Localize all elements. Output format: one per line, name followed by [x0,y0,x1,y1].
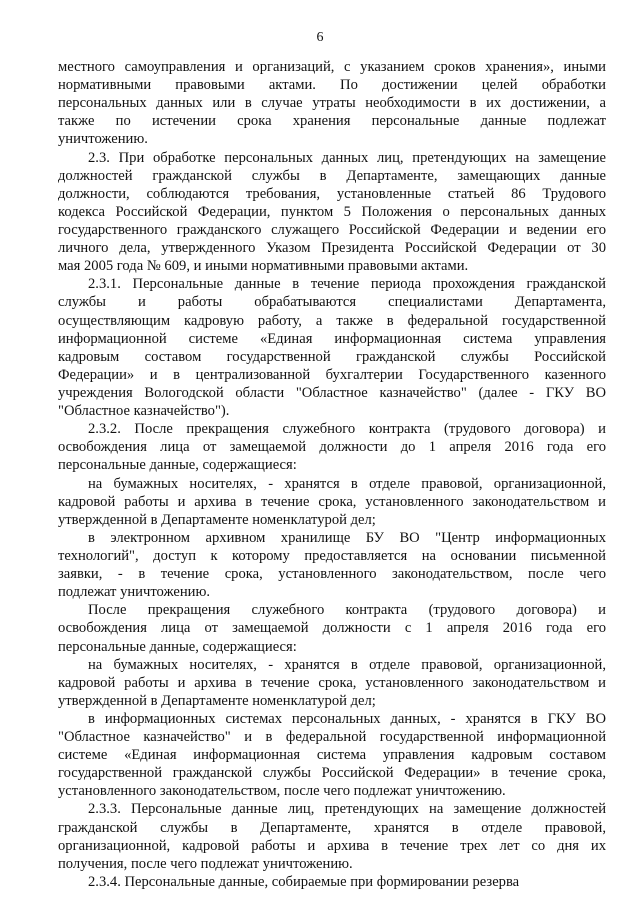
text-line: персональные данные, содержащиеся: [58,638,297,655]
text-line: уничтожению. [58,131,148,148]
text-line: утвержденной в Департаменте номенклатурой дел; [58,692,376,709]
text-line: нормативными правовыми актами. По достижении целей обработки [58,77,606,94]
text-line: государственной гражданской службы Российской Федерации» в течение срока, [58,765,606,782]
text-line: освобождения лица от замещаемой должности с 1 апреля 2016 года его [58,620,606,637]
text-line: информационной системе «Единая информационная система управления [58,330,606,347]
text-line: "Областное казначейство" и в федеральной государственной информационной [58,729,606,746]
document-body [58,58,606,891]
page-number: 6 [316,30,324,45]
paragraph [58,275,606,420]
text-line: технологий", доступ к которому предоставляется на основании письменной [58,547,606,564]
text-line: личного дела, утвержденного Указом Президента Российской Федерации от 30 [58,240,606,257]
paragraph [58,475,606,529]
text-line: должности, соблюдаются требования, установленные статьей 86 Трудового [58,185,606,202]
text-line: в электронном архивном хранилище БУ ВО "Центр информационных [88,529,606,546]
text-line: заявки, - в течение срока, установленного законодательством, после чего [58,566,606,583]
text-line: государственного гражданского служащего Российской Федерации и ведении его [58,221,606,238]
text-line: 2.3.4. Персональные данные, собираемые при формировании резерва [88,873,520,890]
text-line: осуществляющим кадровую работу, а также в федеральной государственной [58,312,606,329]
text-line: кадровым составом государственной гражданской службы Российской [58,348,606,365]
text-line: должностей гражданской службы в Департаменте, замещающих данные [58,167,606,184]
paragraph [58,656,606,710]
text-line: 2.3.2. После прекращения служебного контракта (трудового договора) и [88,421,606,438]
text-line: местного самоуправления и организаций, с указанием сроков хранения», иными [58,59,606,75]
text-line: утвержденной в Департаменте номенклатурой дел; [58,511,376,528]
text-line: на бумажных носителях, - хранятся в отделе правовой, организационной, [88,656,606,673]
paragraph [58,529,606,601]
paragraph [58,58,606,149]
paragraph [58,601,606,655]
text-line: на бумажных носителях, - хранятся в отделе правовой, организационной, [88,475,606,492]
text-line: 2.3.3. Персональные данные лиц, претендующих на замещение должностей [88,801,606,818]
text-line: системе «Единая информационная система управления кадровым составом [58,747,606,764]
text-line: установленного законодательством, после чего подлежат уничтожению. [58,783,506,800]
text-line: получения, после чего подлежат уничтожению. [58,855,353,872]
text-line: в информационных системах персональных данных, - хранятся в ГКУ ВО [88,710,606,727]
text-line: 2.3. При обработке персональных данных лиц, претендующих на замещение [88,149,606,166]
text-line: службы и работы обрабатываются специалистами Департамента, [58,294,606,311]
text-line: кадровой работы и архива в течение срока, установленного законодательством и [58,493,606,510]
text-line: также по истечении срока хранения персональные данные подлежат [58,113,606,130]
text-line: персональных данных или в случае утраты необходимости в их достижении, а [58,95,606,112]
text-line: кадровой работы и архива в течение срока, установленного законодательством и [58,674,606,691]
text-line: персональные данные, содержащиеся: [58,457,297,474]
text-line: "Областное казначейство"). [58,403,230,420]
text-line: подлежат уничтожению. [58,584,210,601]
text-line: мая 2005 года № 609, и иными нормативными правовыми актами. [58,258,469,275]
text-line: гражданской службы в Департаменте, хранятся в отделе правовой, [58,819,606,836]
text-line: кодекса Российской Федерации, пунктом 5 Положения о персональных данных [58,203,606,220]
paragraph [58,873,606,891]
paragraph [58,149,606,276]
text-line: учреждения Вологодской области "Областное казначейство" (далее - ГКУ ВО [58,384,606,401]
text-line: 2.3.1. Персональные данные в течение периода прохождения гражданской [88,276,606,293]
paragraph [58,800,606,872]
paragraph [58,710,606,801]
text-line: освобождения лица от замещаемой должности до 1 апреля 2016 года его [58,439,606,456]
text-line: Федерации» и в централизованной бухгалтерии Государственного казенного [58,366,606,383]
paragraph [58,420,606,474]
text-line: организационной, кадровой работы и архива в течение трех лет со дня их [58,837,606,854]
text-line: После прекращения служебного контракта (трудового договора) и [88,602,606,619]
